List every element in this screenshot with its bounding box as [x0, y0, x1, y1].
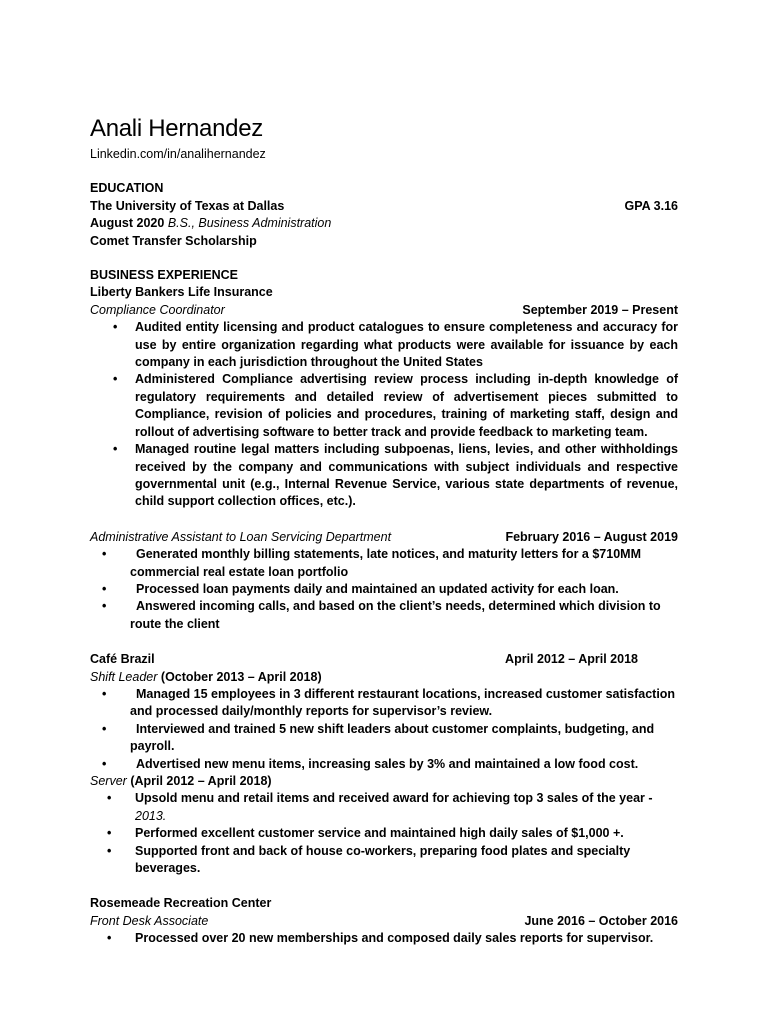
- role-row-server: [90, 773, 678, 790]
- list-item: • Upsold menu and retail items and received award for achieving top 3 sales of the year - 2013.: [107, 791, 653, 823]
- school-name: The University of Texas at Dallas: [90, 198, 285, 213]
- company-cafe: Café Brazil: [90, 652, 155, 667]
- degree-name: B.S., Business Administration: [167, 216, 332, 231]
- list-item: • Performed excellent customer service and maintained high daily sales of $1,000 +.: [90, 825, 678, 842]
- list-item: • Processed over 20 new memberships and composed daily sales reports for supervisor.: [90, 930, 678, 947]
- bullet-list: [90, 686, 678, 773]
- list-item: • Managed routine legal matters including subpoenas, liens, levies, and other withholdings received by the company and communications with subject individuals and respective governmental unit (e.g., Internal Revenue Service, various state departments of revenue, child support collection offices, etc.).: [113, 442, 678, 509]
- role-dates: June 2016 – October 2016: [524, 913, 678, 928]
- list-item: • Managed 15 employees in 3 different restaurant locations, increased customer satisfaction and processed daily/monthly reports for supervisor’s review.: [102, 686, 676, 719]
- role-row-front-desk: [90, 913, 678, 930]
- role-title: Shift Leader: [90, 669, 158, 684]
- list-item: • Administered Compliance advertising review process including in-depth knowledge of regulatory requirements and detailed review of advertisement pieces submitted to Compliance, revision of policies and procedures, training of marketing staff, design and rollout of advertising software to better track and provide feedback to marketing team.: [113, 372, 678, 439]
- bullet-icon: •: [113, 442, 118, 457]
- candidate-name: Anali Hernandez: [90, 115, 263, 142]
- role-row-admin: [90, 529, 678, 546]
- scholarship: Comet Transfer Scholarship: [90, 233, 257, 248]
- role-dates: September 2019 – Present: [522, 302, 678, 317]
- linkedin-link[interactable]: Linkedin.com/in/analihernandez: [90, 147, 266, 161]
- company-row-cafe: [90, 651, 678, 668]
- role-title: Front Desk Associate: [90, 913, 209, 928]
- education-school-row: [90, 198, 678, 215]
- bullet-icon: •: [107, 843, 112, 858]
- company-liberty: Liberty Bankers Life Insurance: [90, 285, 273, 300]
- role-row-shift-leader: [90, 669, 678, 686]
- role-dates: (October 2013 – April 2018): [160, 669, 322, 684]
- bullet-icon: •: [102, 599, 107, 614]
- role-title: Administrative Assistant to Loan Servicing Department: [90, 529, 392, 544]
- bullet-icon: •: [107, 791, 112, 806]
- bullet-icon: •: [102, 581, 107, 596]
- list-item: • Generated monthly billing statements, late notices, and maturity letters for a $710MM commercial real estate loan portfolio: [102, 547, 641, 579]
- bullet-icon: •: [102, 721, 107, 736]
- company-rosemeade: Rosemeade Recreation Center: [90, 896, 272, 911]
- list-item: • Answered incoming calls, and based on the client’s needs, determined which division to route the client: [102, 599, 661, 631]
- list-item: • Audited entity licensing and product catalogues to ensure completeness and accuracy for use by entire organization regarding what products were available for issuance by each company in each jurisdiction throughout the United States: [113, 320, 678, 370]
- role-title: Server: [90, 774, 127, 788]
- award-year: 2013.: [135, 808, 167, 823]
- bullet-list: [90, 319, 678, 510]
- company-dates: April 2012 – April 2018: [505, 652, 638, 667]
- list-item: • Advertised new menu items, increasing sales by 3% and maintained a low food cost.: [90, 756, 678, 773]
- bullet-list: [90, 546, 678, 633]
- bullet-icon: •: [113, 320, 118, 335]
- list-item: • Interviewed and trained 5 new shift leaders about customer complaints, budgeting, and payroll.: [102, 721, 655, 754]
- role-title: Compliance Coordinator: [90, 302, 225, 317]
- experience-heading: BUSINESS EXPERIENCE: [90, 268, 238, 283]
- bullet-list: [90, 790, 678, 877]
- bullet-icon: •: [102, 756, 107, 771]
- bullet-icon: •: [102, 547, 107, 562]
- resume-page: [90, 114, 678, 948]
- degree-line: [90, 215, 678, 232]
- bullet-icon: •: [107, 826, 112, 841]
- role-dates: (April 2012 – April 2018): [130, 774, 272, 788]
- bullet-icon: •: [102, 686, 107, 701]
- list-item: • Processed loan payments daily and maintained an updated activity for each loan.: [90, 581, 678, 598]
- bullet-icon: •: [107, 931, 112, 946]
- role-dates: February 2016 – August 2019: [505, 529, 678, 544]
- list-item: • Supported front and back of house co-workers, preparing food plates and specialty beverages.: [107, 843, 631, 876]
- bullet-icon: •: [113, 372, 118, 387]
- role-row-compliance: [90, 302, 678, 319]
- gpa: GPA 3.16: [624, 198, 678, 213]
- education-heading: EDUCATION: [90, 181, 164, 196]
- bullet-list: [90, 930, 678, 947]
- degree-date: August 2020: [90, 216, 165, 231]
